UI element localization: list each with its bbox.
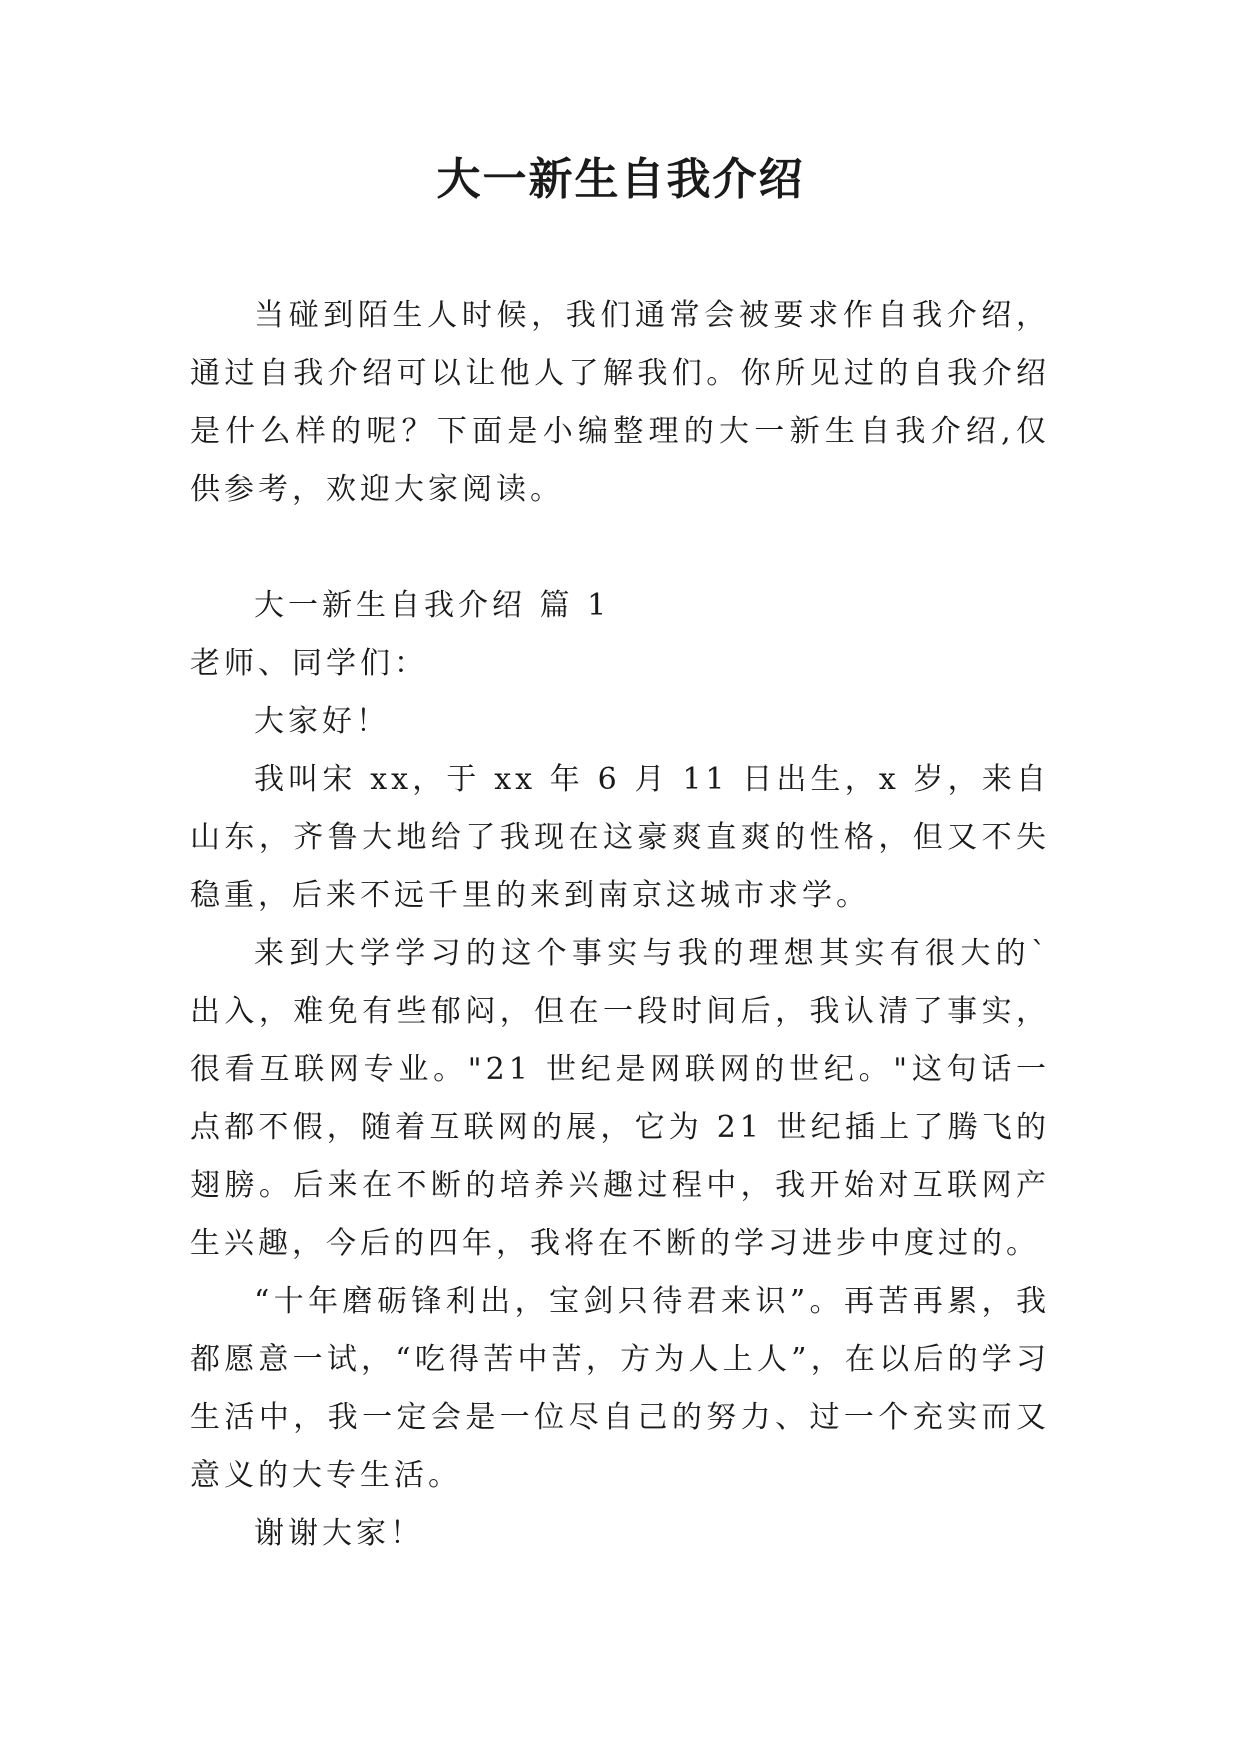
- document-title: 大一新生自我介绍: [436, 154, 805, 205]
- greeting: 大家好！: [254, 704, 390, 739]
- document-body: [190, 287, 1050, 1563]
- body-paragraph-2: 来到大学学习的这个事实与我的理想其实有很大的`出入，难免有些郁闷，但在一段时间后，我认清了事实，很看互联网专业。"21 世纪是网联网的世纪。"这句话一点都不假，随着互联网的展，它为 21 世纪插上了腾飞的翅膀。后来在不断的培养兴趣过程中，我开始对互联网产生兴趣，今后的四年，我将在不断的学习进步中度过的。: [190, 936, 1050, 1261]
- section-heading: 大一新生自我介绍 篇 1: [254, 588, 611, 623]
- body-paragraph-1: 我叫宋 xx，于 xx 年 6 月 11 日出生，x 岁，来自山东，齐鲁大地给了我现在这豪爽直爽的性格，但又不失稳重，后来不远千里的来到南京这城市求学。: [190, 762, 1050, 913]
- closing: 谢谢大家！: [254, 1516, 424, 1551]
- intro-paragraph: 当碰到陌生人时候，我们通常会被要求作自我介绍，通过自我介绍可以让他人了解我们。你所见过的自我介绍是什么样的呢？下面是小编整理的大一新生自我介绍,仅供参考，欢迎大家阅读。: [190, 298, 1050, 507]
- body-paragraph-3: “十年磨砺锋利出，宝剑只待君来识”。再苦再累，我都愿意一试，“吃得苦中苦，方为人上人”，在以后的学习生活中，我一定会是一位尽自己的努力、过一个充实而又意义的大专生活。: [190, 1284, 1050, 1493]
- salutation: 老师、同学们：: [190, 646, 428, 681]
